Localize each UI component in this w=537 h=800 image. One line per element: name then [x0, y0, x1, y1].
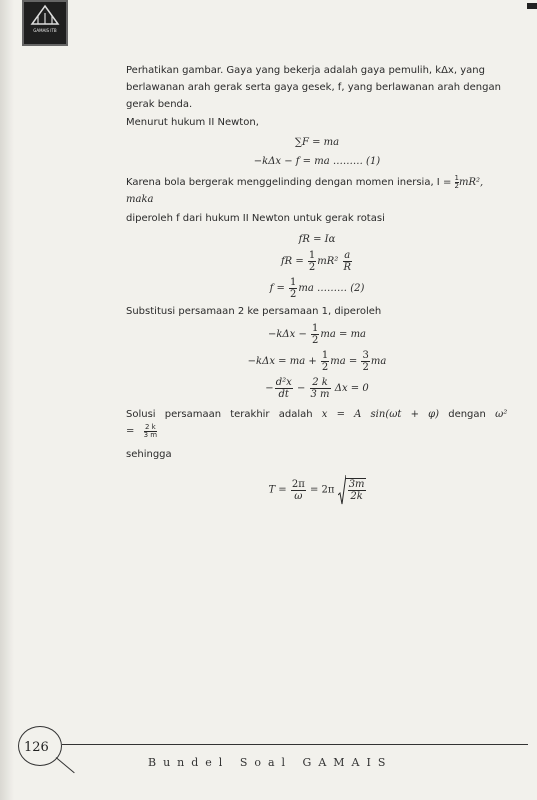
- equation-1: ∑F = ma: [294, 137, 340, 148]
- equation-9: T = $\frac{2\pi}{\omega}$ = 2π $\frac{3m}{2k}$: [126, 475, 508, 505]
- footer-title: Bundel Soal GAMAIS: [148, 756, 393, 769]
- inertia-fraction: $\frac{1}{2}$: [454, 173, 459, 190]
- main-content: [126, 62, 508, 505]
- equation-4: fR = $\frac{1}{2}$ mR² $\frac{a}{R}$: [280, 250, 352, 273]
- paragraph-rotation: diperoleh f dari hukum II Newton untuk gerak rotasi: [126, 213, 385, 224]
- equation-2: −kΔx − f = ma ……… (1): [253, 156, 381, 167]
- page-shadow: [0, 0, 14, 800]
- inertia-text-b: mR², maka: [126, 177, 484, 205]
- logo-text: GAMAIS ITB: [33, 28, 57, 33]
- radical-icon: [338, 475, 346, 505]
- paragraph-solution: Solusi persamaan terakhir adalah x = A sin(ωt + φ) dengan ω² = $\frac{2 k}{3 m}$: [126, 409, 508, 439]
- paragraph-inertia: [126, 174, 508, 208]
- paragraph-intro: Perhatikan gambar. Gaya yang bekerja adalah gaya pemulih, kΔx, yang berlawanan arah gerak serta gaya gesek, f, yang berlawanan arah dengan gerak benda.: [126, 65, 501, 110]
- gamais-logo: [22, 0, 68, 46]
- equation-6: −kΔx − $\frac{1}{2}$ ma = ma: [267, 323, 367, 346]
- page-number-stem: [56, 757, 75, 773]
- page-number: 126: [24, 740, 49, 755]
- solution-math: x = A sin(ωt + φ): [321, 409, 440, 420]
- equation-3: fR = Iα: [298, 234, 336, 245]
- paragraph-substitution: Substitusi persamaan 2 ke persamaan 1, diperoleh: [126, 306, 382, 317]
- inertia-text-a: Karena bola bergerak menggelinding dengan momen inersia, I =: [126, 177, 452, 188]
- equation-5: f = $\frac{1}{2}$ ma ……… (2): [269, 277, 365, 300]
- square-root: $\frac{3m}{2k}$: [338, 475, 366, 505]
- paragraph-newton: Menurut hukum II Newton,: [126, 117, 259, 128]
- corner-mark: [527, 3, 537, 9]
- mosque-icon: [30, 4, 60, 28]
- equation-7: −kΔx = ma + $\frac{1}{2}$ ma = $\frac{3}{2}$ ma: [247, 350, 387, 373]
- footer-rule: [62, 744, 528, 745]
- paragraph-sehingga: sehingga: [126, 449, 172, 460]
- equation-8: − $\frac{\text{d²x}}{dt}$ − $\frac{2 k}{3 m}$ Δx = 0: [265, 377, 369, 400]
